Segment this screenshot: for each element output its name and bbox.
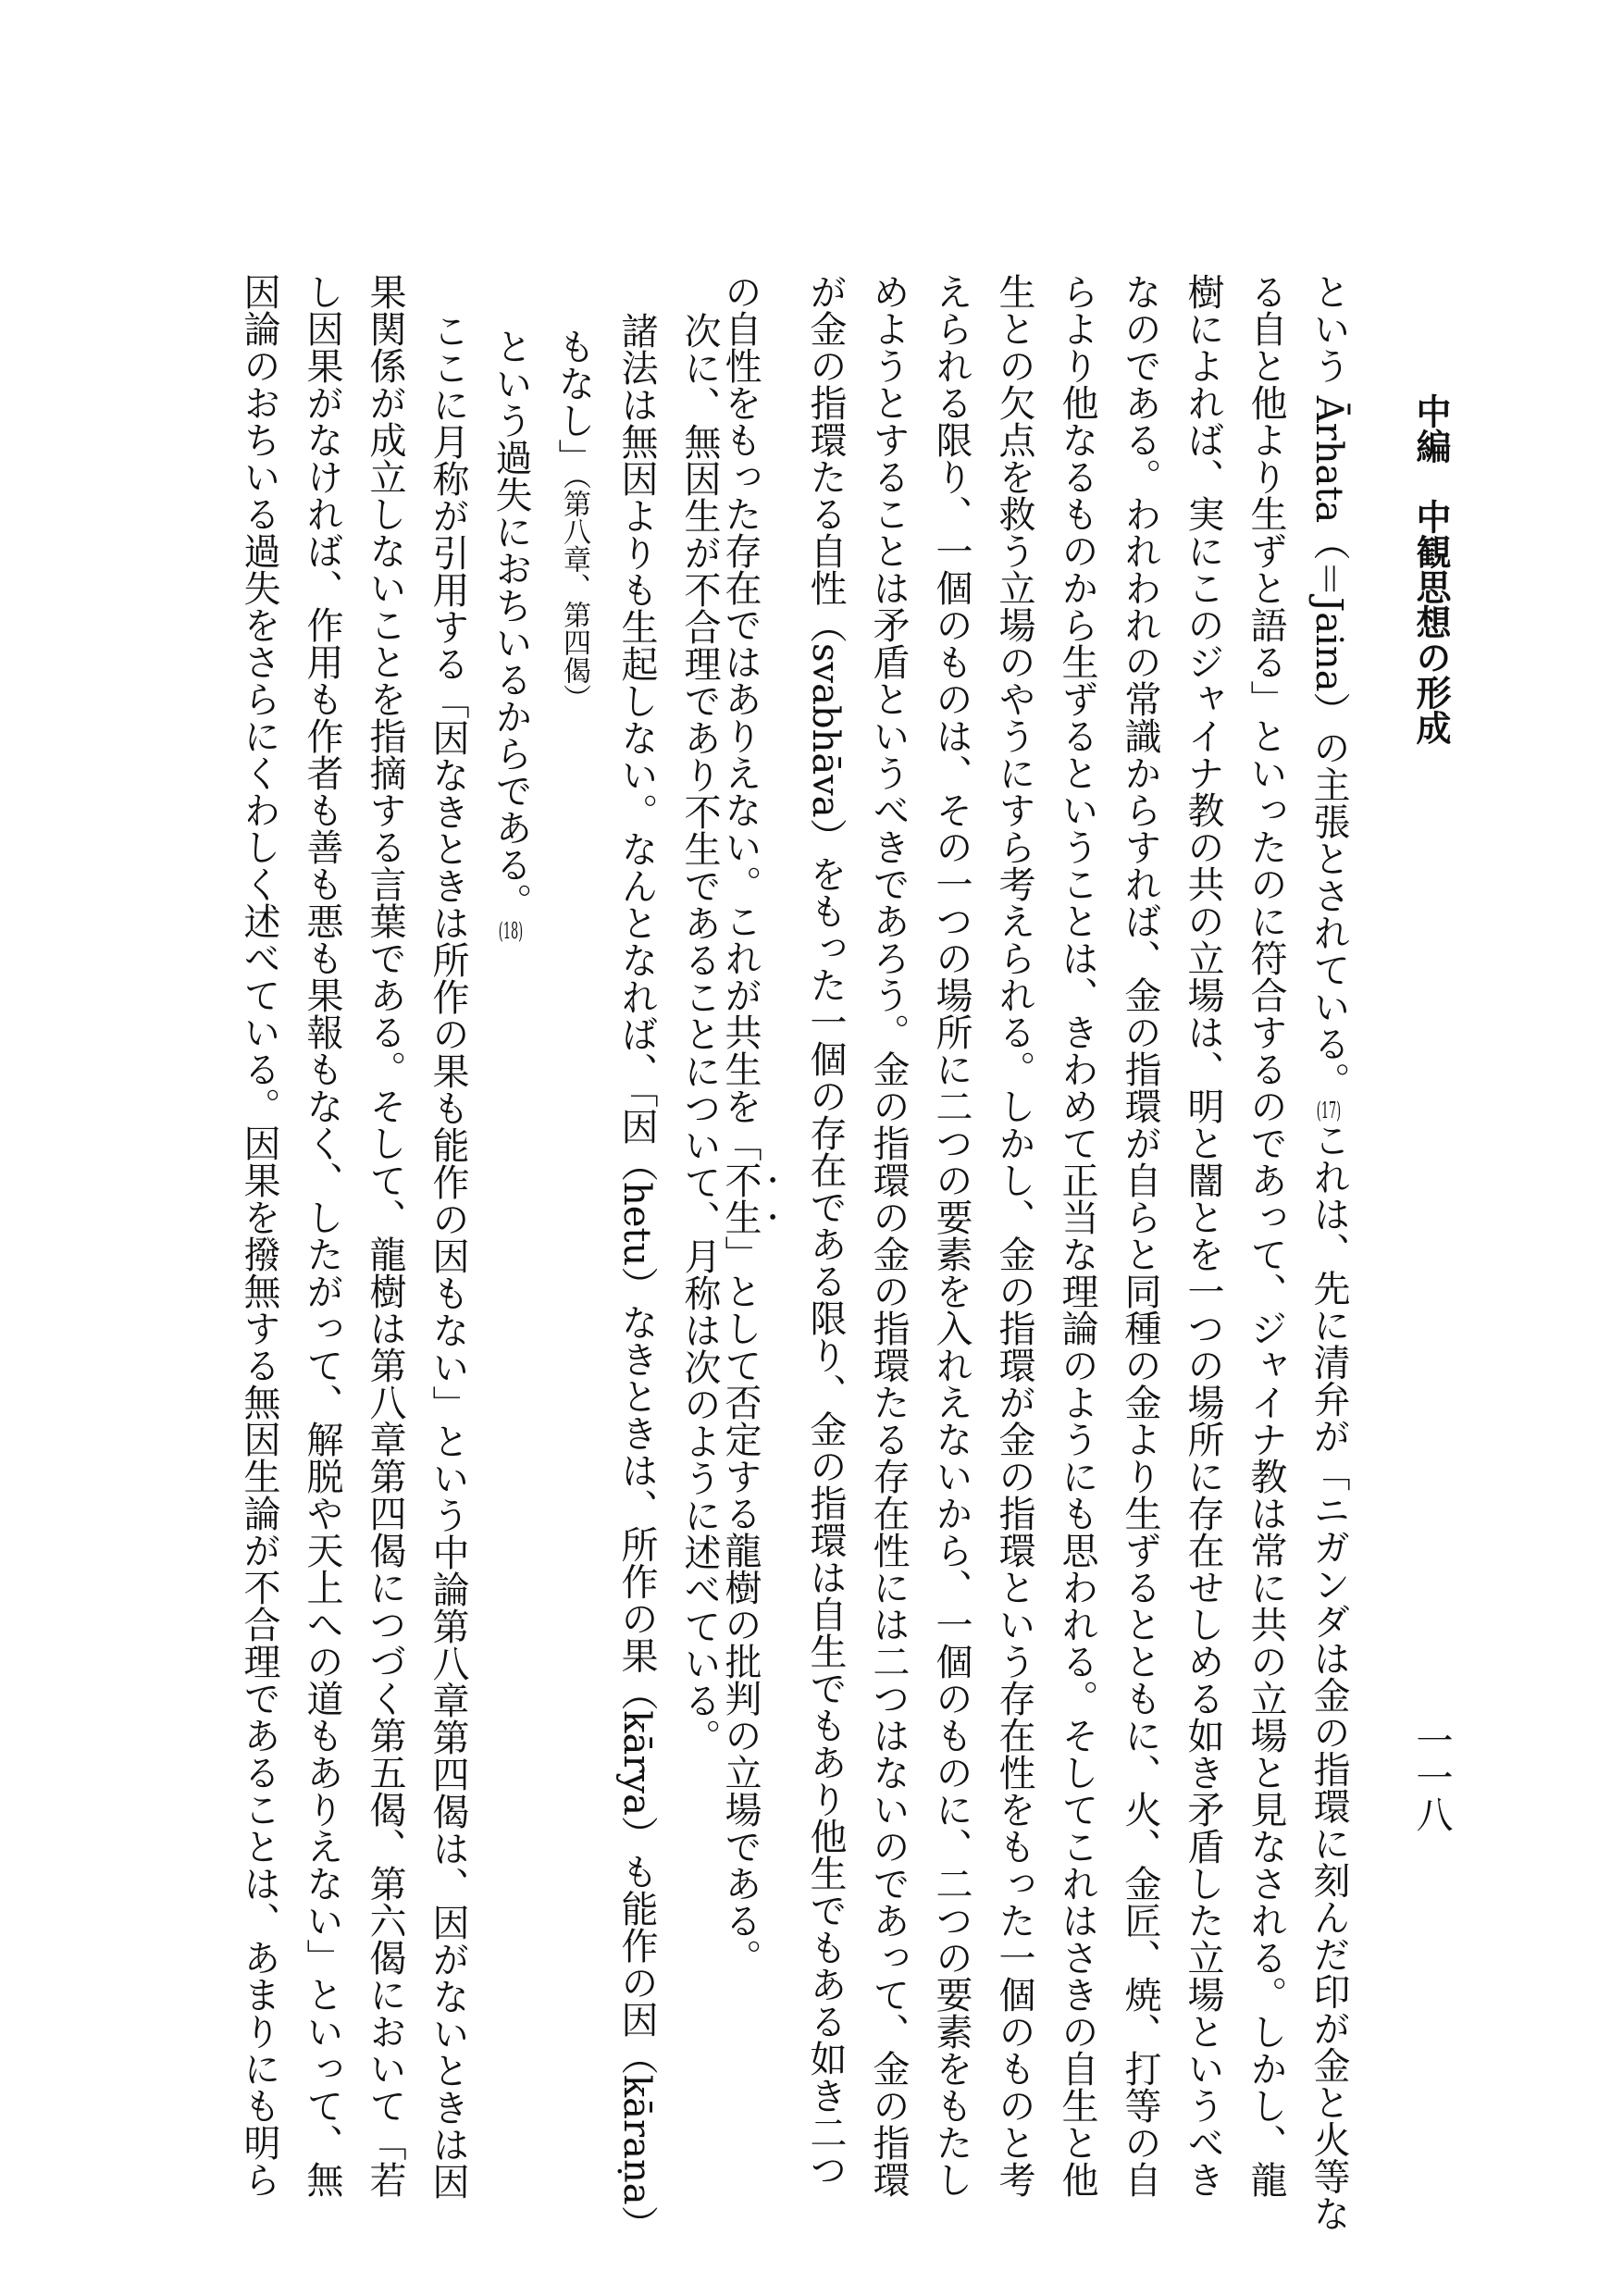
running-title: 中編 中観思想の形成 — [1410, 393, 1452, 745]
text-segment: 次に、無因生が不合理であり不生であることについて、月称は次のように述べている。 — [678, 312, 721, 1756]
text-column — [804, 273, 847, 2188]
text-column — [1245, 273, 1287, 2198]
text-segment: という Ārhata（＝Jaina）の主張とされている。 — [1307, 273, 1350, 1099]
text-segment: の自性をもった存在ではありえない。これが共生を「 — [719, 273, 762, 1161]
text-column — [552, 328, 595, 712]
text-column — [301, 273, 343, 2198]
text-segment: 因論のおちいる過失をさらにくわしく述べている。因果を撥無する無因生論が不合理であることは、あまりにも明ら — [238, 273, 280, 2198]
citation: （第八章、第四偈） — [558, 475, 590, 712]
text-segment: 果関係が成立しないことを指摘する言葉である。そして、龍樹は第八章第四偈につづく第五偈、第六偈において「若 — [364, 273, 406, 2198]
text-segment: 」として否定する龍樹の批判の立場である。 — [719, 1235, 762, 1976]
text-column — [1056, 273, 1098, 2198]
text-segment: 樹によれば、実にこのジャイナ教の共の立場は、明と闇とを一つの場所に存在せしめる如き矛盾した立場というべき — [1182, 273, 1224, 2198]
text-column — [238, 273, 280, 2198]
text-segment: という過失におちいるからである。 — [489, 327, 532, 920]
text-column — [678, 312, 721, 1756]
text-column — [1182, 273, 1224, 2198]
text-column — [364, 273, 406, 2198]
text-segment: し因果がなければ、作用も作者も善も悪も果報もなく、したがって、解脱や天上への道もありえない」といって、無 — [301, 273, 343, 2198]
text-column — [719, 273, 784, 1976]
text-segment: 生との欠点を救う立場のやうにすら考えられる。しかし、金の指環が金の指環という存在性をもった一個のものと考 — [993, 273, 1035, 2198]
text-segment: 諸法は無因よりも生起しない。なんとなれば、「因（hetu）なきときは、所作の果（kārya）も能作の因（kāraṇa） — [615, 312, 658, 2242]
footnote-marker: (17) — [1316, 1098, 1342, 1122]
text-segment: えられる限り、一個のものは、その一つの場所に二つの要素を入れえないから、一個のものに、二つの要素をもたし — [930, 273, 973, 2198]
text-segment: もなし」 — [552, 327, 595, 476]
text-column — [930, 273, 973, 2198]
text-column — [993, 273, 1035, 2198]
text-column — [489, 328, 532, 942]
emphasized-text: 不生 — [719, 1161, 762, 1235]
text-segment: らより他なるものから生ずるということは、きわめて正当な理論のようにも思われる。そしてこれはさきの自生と他 — [1056, 273, 1098, 2198]
text-column — [427, 312, 469, 2200]
text-segment: なのである。われわれの常識からすれば、金の指環が自らと同種の金より生ずるとともに、火、金匠、焼、打等の自 — [1119, 273, 1161, 2198]
text-column — [867, 273, 910, 2198]
text-segment: めようとすることは矛盾というべきであろう。金の指環の金の指環たる存在性には二つはないのであって、金の指環 — [867, 273, 910, 2198]
page-number: 一一八 — [1410, 1721, 1453, 1832]
text-segment: ここに月称が引用する「因なきときは所作の果も能作の因もない」という中論第八章第四偈は、因がないときは因 — [427, 312, 469, 2200]
text-segment: る自と他より生ずと語る」といったのに符合するのであって、ジャイナ教は常に共の立場と見なされる。しかし、龍 — [1245, 273, 1287, 2198]
text-column — [615, 312, 658, 2242]
text-segment: が金の指環たる自性（svabhāva）をもった一個の存在である限り、金の指環は自生でもあり他生でもある如き二つ — [804, 273, 847, 2188]
text-column — [1119, 273, 1161, 2198]
text-segment: これは、先に清弁が「ニガンダは金の指環に刻んだ印が金と火等な — [1307, 1121, 1350, 2232]
text-column — [1307, 273, 1350, 2232]
footnote-marker: (18) — [498, 919, 524, 942]
